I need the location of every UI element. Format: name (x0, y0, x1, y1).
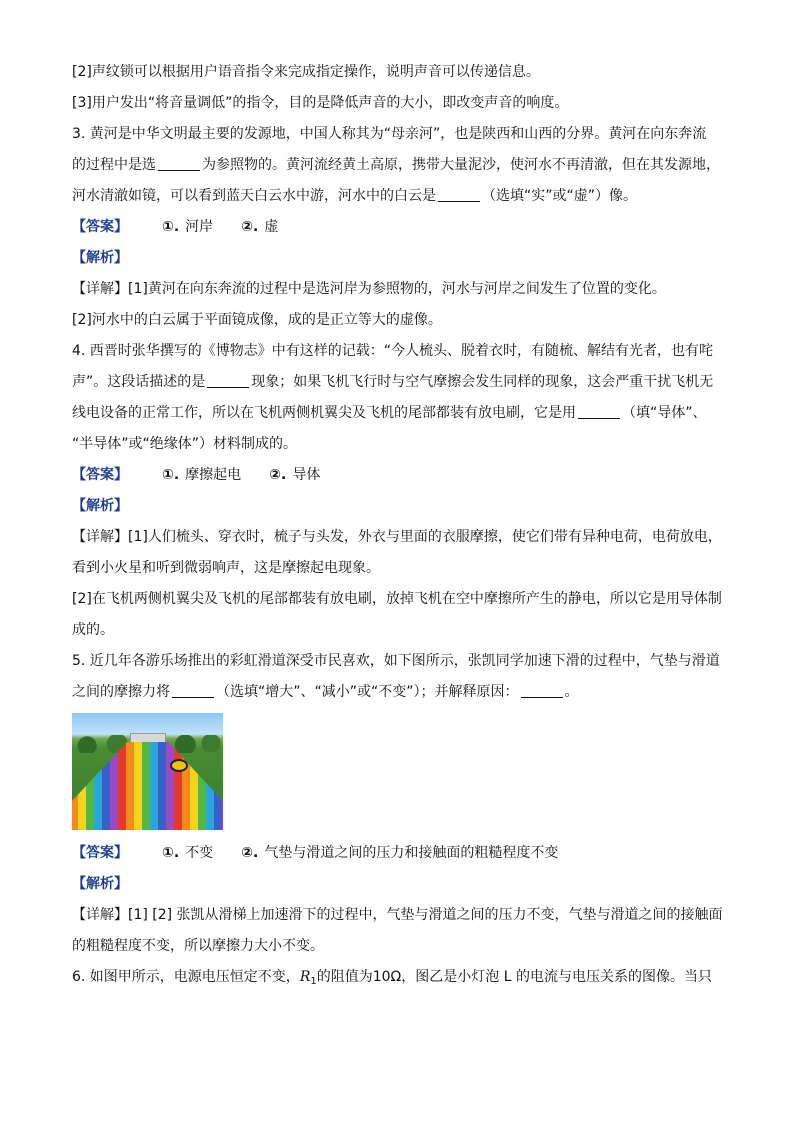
answer-item (269, 465, 320, 485)
answer-text: 摩擦起电 (185, 467, 242, 483)
question-5-text (72, 682, 722, 702)
answer-label: 【答案】 (72, 845, 128, 861)
text-span: 6. 如图甲所示，电源电压恒定不变， (72, 969, 300, 985)
answer-blank (158, 156, 200, 171)
answer-number: ①. (162, 845, 180, 861)
explanation-text: 看到小火星和听到微弱响声，这是摩擦起电现象。 (72, 560, 380, 576)
answer-label: 【答案】 (72, 219, 128, 235)
answer-text: 导体 (292, 467, 321, 483)
explanation-text: 【详解】[1]黄河在向东奔流的过程中是选河岸为参照物的，河水与河岸之间发生了位置的变化。 (72, 281, 666, 297)
answer-label: 【答案】 (72, 467, 128, 483)
answer-blank (438, 187, 480, 202)
text-span: （选填“实”或“虚”）像。 (482, 188, 638, 204)
text-span: 为参照物的。黄河流经黄土高原，携带大量泥沙，使河水不再清澈，但在其发源地， (202, 157, 720, 173)
text-span: 的阻值为10Ω，图乙是小灯泡 L 的电流与电压关系的图像。当只 (316, 969, 712, 985)
text-span: （选填“增大”、“减小”或“不变”）；并解释原因： (216, 684, 519, 700)
answer-item (162, 843, 213, 863)
text-span: （填“导体”、 (622, 405, 707, 421)
answer-number: ①. (162, 467, 180, 483)
analysis-label-line (72, 496, 722, 516)
resistor-symbol: R (299, 969, 311, 985)
answer-text: 河岸 (185, 219, 214, 235)
answer-blank (207, 373, 249, 388)
explanation-text: 的粗糙程度不变，所以摩擦力大小不变。 (72, 938, 324, 954)
question-4-text (72, 403, 722, 423)
text-span: 线电设备的正常工作，所以在飞机两侧机翼尖及飞机的尾部都装有放电刷，它是用 (72, 405, 576, 421)
text-span: 。 (564, 684, 579, 700)
text-line: [2]声纹锁可以根据用户语音指令来完成指定操作，说明声音可以传递信息。 (72, 64, 540, 80)
answer-text: 不变 (185, 845, 214, 861)
explanation-text: 【详解】[1]人们梳头、穿衣时，梳子与头发，外衣与里面的衣服摩擦，使它们带有异种电荷，电荷放电， (72, 529, 722, 545)
question-3-text: 3. 黄河是中华文明最主要的发源地，中国人称其为“母亲河”，也是陕西和山西的分界。黄河在向东奔流 (72, 126, 707, 142)
text-span: 之间的摩擦力将 (72, 684, 170, 700)
explanation-text: 成的。 (72, 622, 114, 638)
answer-item (162, 465, 241, 485)
photo-rider (170, 759, 188, 772)
text-span: 声”。这段话描述的是 (72, 374, 206, 390)
question-6-text (72, 967, 722, 992)
question-3-text (72, 155, 722, 175)
question-5-text: 5. 近几年各游乐场推出的彩虹滑道深受市民喜欢，如下图所示，张凯同学加速下滑的过程中，气垫与滑道 (72, 653, 720, 669)
document-page (72, 62, 722, 1003)
answer-blank (521, 683, 563, 698)
photo-rainbow-slide (72, 742, 223, 830)
answer-number: ②. (241, 219, 259, 235)
explanation-text: 【详解】[1] [2] 张凯从滑梯上加速滑下的过程中，气垫与滑道之间的压力不变，气垫与滑道之间的接触面 (72, 907, 723, 923)
analysis-label-line (72, 248, 722, 268)
answer-item (241, 217, 278, 237)
answer-text: 虚 (264, 219, 279, 235)
answer-row-q4 (72, 465, 722, 485)
text-span: 现象；如果飞机飞行时与空气摩擦会发生同样的现象，这会严重干扰飞机无 (251, 374, 714, 390)
question-4-text: 4. 西晋时张华撰写的《博物志》中有这样的记载：“今人梳头、脱着衣时，有随梳、解结有光者，也有咤 (72, 343, 714, 359)
resistor-subscript: 1 (310, 976, 317, 987)
text-span: 的过程中是选 (72, 157, 156, 173)
answer-row-q5 (72, 843, 722, 863)
answer-text: 气垫与滑道之间的压力和接触面的粗糙程度不变 (264, 845, 559, 861)
analysis-label: 【解析】 (72, 250, 128, 266)
answer-number: ②. (269, 467, 287, 483)
rainbow-slide-photo (72, 713, 223, 830)
question-4-text (72, 372, 722, 392)
answer-row-q3 (72, 217, 722, 237)
question-4-text: “半导体”或“绝缘体”）材料制成的。 (72, 436, 298, 452)
question-3-text (72, 186, 722, 206)
answer-item (162, 217, 213, 237)
answer-number: ②. (241, 845, 259, 861)
explanation-text: [2]河水中的白云属于平面镜成像，成的是正立等大的虚像。 (72, 312, 442, 328)
analysis-label: 【解析】 (72, 876, 128, 892)
answer-number: ①. (162, 219, 180, 235)
answer-item (241, 843, 558, 863)
text-span: 河水清澈如镜，可以看到蓝天白云水中游，河水中的白云是 (72, 188, 436, 204)
text-line: [3]用户发出“将音量调低”的指令，目的是降低声音的大小，即改变声音的响度。 (72, 95, 569, 111)
analysis-label-line (72, 874, 722, 894)
analysis-label: 【解析】 (72, 498, 128, 514)
explanation-text: [2]在飞机两侧机翼尖及飞机的尾部都装有放电刷，放掉飞机在空中摩擦所产生的静电，所以它是用导体制 (72, 591, 722, 607)
answer-blank (578, 404, 620, 419)
answer-blank (172, 683, 214, 698)
